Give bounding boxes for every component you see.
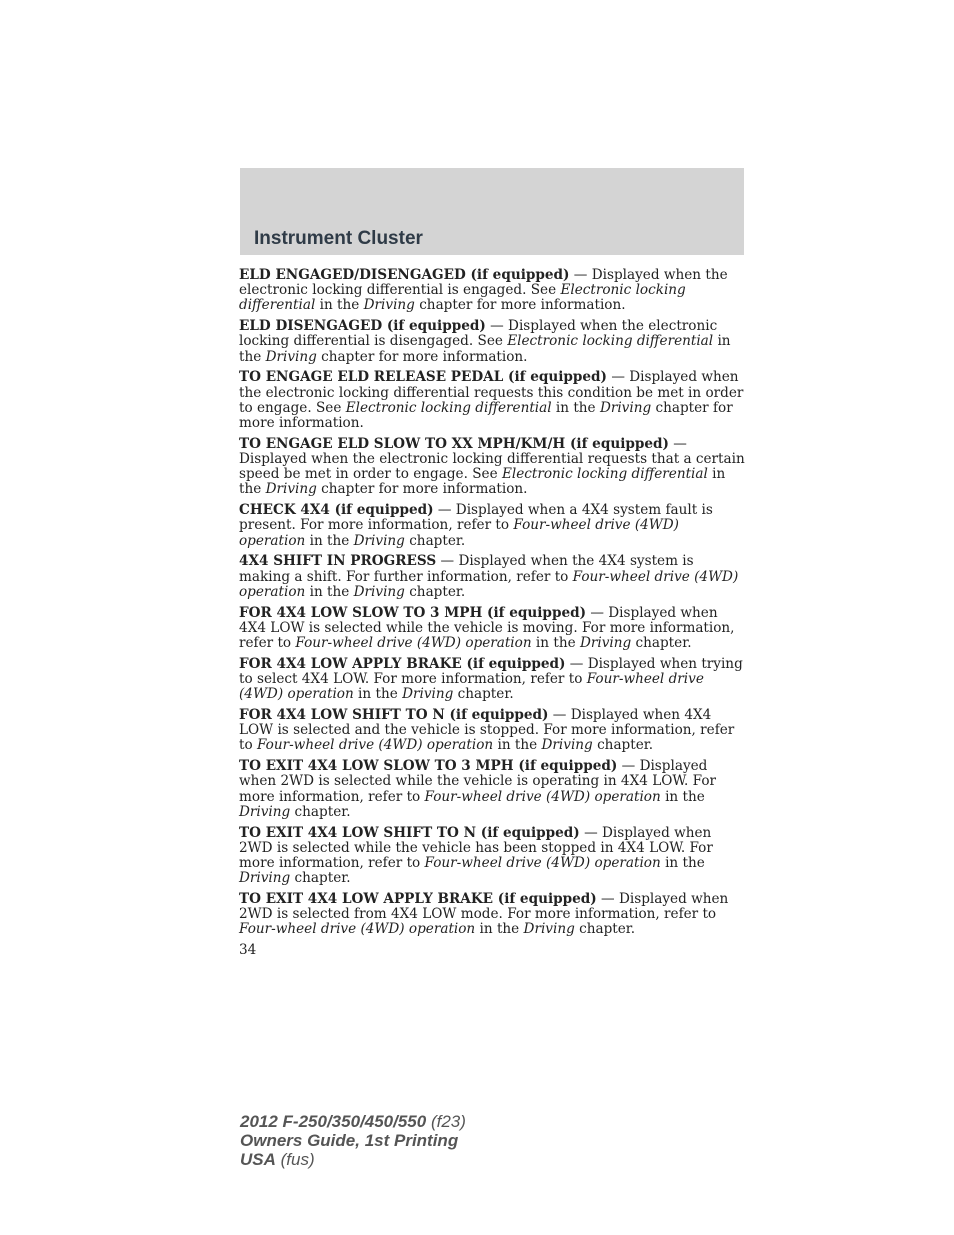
message-title: FOR 4X4 LOW SLOW TO 3 MPH (if equipped) (239, 604, 587, 621)
cross-reference: Four-wheel drive (4WD) operation (239, 671, 704, 703)
footer-region-line (240, 1150, 466, 1169)
footer-model-code: (f23) (426, 1112, 466, 1131)
message-description: in the (239, 333, 731, 365)
message-description: — Displayed when the 4X4 system is making a shift. For further information, refer to (239, 553, 694, 585)
cross-reference: Electronic locking differential (345, 399, 552, 416)
message-title: ELD DISENGAGED (if equipped) (239, 318, 486, 335)
footer-guide-line (240, 1131, 466, 1150)
message-entry (239, 554, 745, 600)
cross-reference: Electronic locking differential (239, 282, 686, 314)
message-title: FOR 4X4 LOW SHIFT TO N (if equipped) (239, 707, 549, 724)
message-description: chapter. (574, 921, 636, 938)
section-title: Instrument Cluster (254, 228, 423, 249)
message-title: ELD ENGAGED/DISENGAGED (if equipped) (239, 267, 570, 283)
message-description: chapter. (290, 870, 351, 887)
message-description: — Displayed when 2WD is selected while the vehicle has been stopped in 4X4 LOW. For more information, refer to (239, 824, 713, 872)
message-entry (239, 319, 745, 365)
message-description: chapter. (631, 635, 692, 652)
message-description: — Displayed when 2WD is selected while the vehicle is operating in 4X4 LOW. For more information, refer to (239, 758, 717, 805)
cross-reference: Driving (402, 686, 454, 703)
cross-reference: Driving (353, 583, 405, 600)
message-description: — Displayed when the electronic locking differential requests this condition be met in order to engage. See (239, 369, 744, 416)
message-entry (239, 370, 745, 431)
message-description: chapter for more information. (239, 399, 733, 432)
message-description: in the (305, 532, 354, 549)
message-title: TO EXIT 4X4 LOW SLOW TO 3 MPH (if equipped) (239, 758, 618, 775)
message-description: in the (305, 583, 354, 600)
cross-reference: Four-wheel drive (4WD) operation (424, 788, 661, 805)
message-title: TO ENGAGE ELD RELEASE PEDAL (if equipped) (239, 369, 607, 386)
message-description: in the (493, 737, 542, 754)
message-description: in the (660, 788, 705, 805)
message-title: TO ENGAGE ELD SLOW TO XX MPH/KM/H (if equipped) (239, 435, 669, 452)
message-title: CHECK 4X4 (if equipped) (239, 502, 434, 519)
message-description: in the (475, 921, 524, 938)
footer-model: 2012 F-250/350/450/550 (240, 1112, 427, 1131)
cross-reference: Driving (353, 532, 405, 549)
cross-reference: Four-wheel drive (4WD) operation (295, 635, 532, 652)
entry-list (239, 268, 745, 938)
cross-reference: Four-wheel drive (4WD) operation (239, 568, 739, 600)
cross-reference: Driving (541, 737, 593, 754)
cross-reference: Four-wheel drive (4WD) operation (256, 737, 494, 754)
cross-reference: Driving (265, 348, 317, 365)
message-description: chapter for more information. (316, 481, 528, 498)
message-description: — Displayed when the electronic locking differential is disengaged. See (239, 318, 718, 350)
message-description: chapter for more information. (414, 297, 626, 314)
cross-reference: Four-wheel drive (4WD) operation (424, 855, 661, 872)
cross-reference: Electronic locking differential (507, 333, 714, 350)
message-entry (239, 657, 745, 703)
message-title: FOR 4X4 LOW APPLY BRAKE (if equipped) (239, 655, 566, 672)
message-entry (239, 606, 745, 652)
message-entry (239, 826, 745, 887)
message-description: — Displayed when a 4X4 system fault is present. For more information, refer to (239, 502, 713, 534)
message-description: — Displayed when 4X4 LOW is selected and the vehicle is stopped. For more information, refer to (239, 707, 735, 754)
cross-reference: Driving (239, 870, 291, 887)
cross-reference: Driving (363, 297, 415, 314)
message-title: TO EXIT 4X4 LOW SHIFT TO N (if equipped) (239, 824, 580, 841)
message-entry (239, 759, 745, 820)
cross-reference: Four-wheel drive (4WD) operation (239, 921, 476, 938)
footer-region: USA (240, 1150, 276, 1169)
message-entry (239, 503, 745, 549)
footer-model-line (240, 1112, 466, 1131)
cross-reference: Driving (599, 399, 652, 416)
message-description: — Displayed when trying to select 4X4 LOW. For more information, refer to (239, 655, 743, 688)
message-description: — Displayed when 2WD is selected from 4X4 LOW mode. For more information, refer to (239, 891, 729, 923)
message-description: chapter for more information. (316, 348, 528, 365)
cross-reference: Four-wheel drive (4WD) operation (239, 517, 679, 549)
message-description: — Displayed when 4X4 LOW is selected while the vehicle is moving. For more information, refer to (239, 604, 735, 652)
cross-reference: Driving (579, 635, 632, 652)
message-description: chapter. (592, 737, 654, 754)
message-entry (239, 708, 745, 754)
message-description: in the (353, 686, 403, 703)
message-description: chapter. (404, 583, 466, 600)
message-description: in the (315, 297, 364, 314)
message-title: TO EXIT 4X4 LOW APPLY BRAKE (if equipped) (239, 891, 597, 908)
message-description: chapter. (453, 686, 514, 703)
message-description: in the (239, 466, 726, 498)
message-description: in the (551, 399, 600, 416)
message-description: — Displayed when the electronic locking differential is engaged. See (239, 267, 728, 299)
message-description: chapter. (404, 532, 466, 549)
cross-reference: Electronic locking differential (501, 466, 708, 483)
page-number: 34 (239, 942, 257, 959)
footer-region-code: (fus) (275, 1150, 315, 1169)
section-header-band (240, 168, 744, 255)
message-entry (239, 437, 745, 498)
message-title: 4X4 SHIFT IN PROGRESS (239, 553, 437, 570)
cross-reference: Driving (239, 803, 291, 820)
message-description: in the (660, 855, 705, 872)
message-description: in the (531, 635, 580, 652)
cross-reference: Driving (265, 481, 317, 498)
footer-guide: Owners Guide, 1st Printing (240, 1131, 459, 1150)
message-entry (239, 892, 745, 938)
message-description: — Displayed when the electronic locking differential requests that a certain speed be met in order to engage. See (239, 435, 745, 483)
message-description: chapter. (290, 803, 351, 820)
cross-reference: Driving (523, 921, 575, 938)
message-entry (239, 268, 745, 314)
document-footer (240, 1112, 466, 1169)
page-content (239, 268, 745, 958)
